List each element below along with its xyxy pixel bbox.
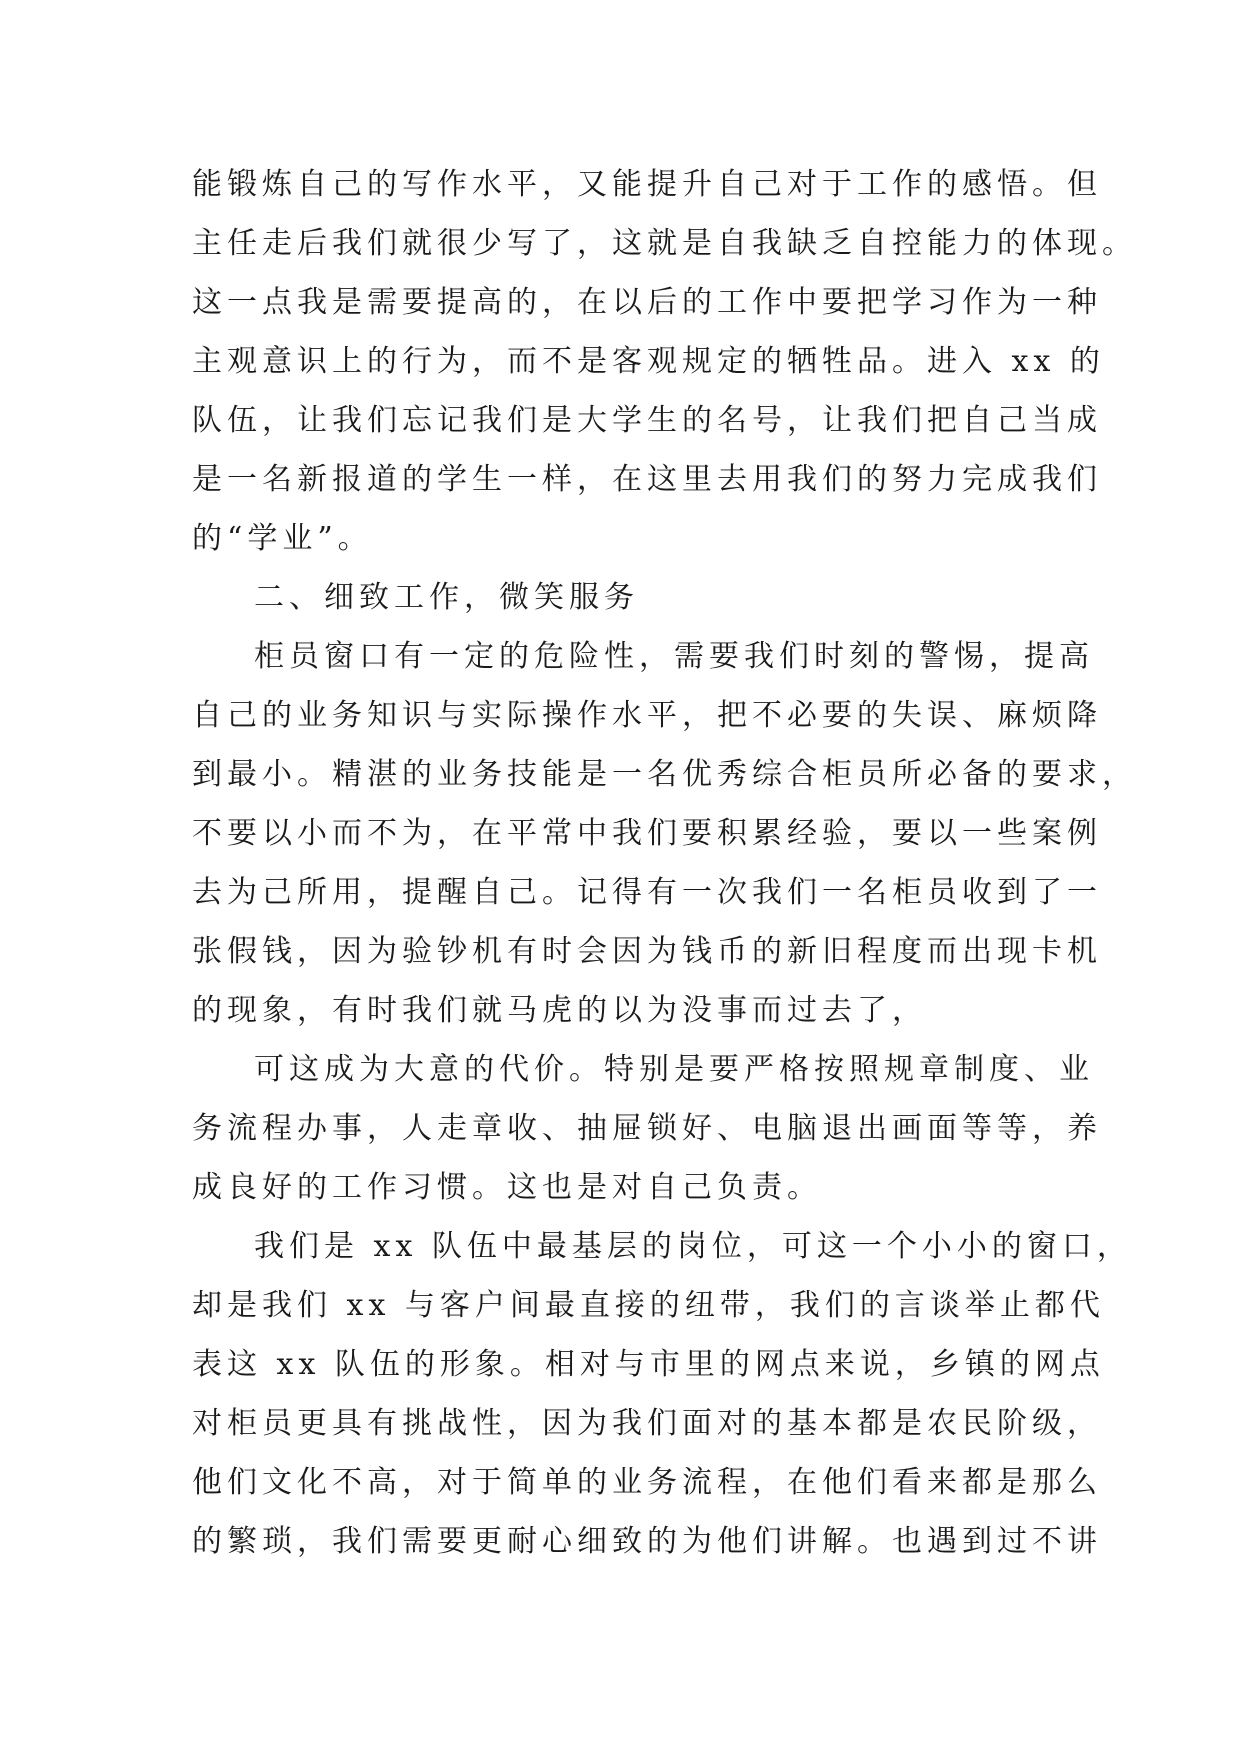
text-line: 成良好的工作习惯。这也是对自己负责。 [192,1170,822,1205]
text-line: 主任走后我们就很少写了，这就是自我缺乏自控能力的体现。 [192,226,1137,261]
text-line: 到最小。精湛的业务技能是一名优秀综合柜员所必备的要求， [192,757,1137,792]
text-line: 张假钱，因为验钞机有时会因为钱币的新旧程度而出现卡机 [192,934,1102,969]
text-line: 的“学业”。 [192,521,373,556]
text-line: 表这 xx 队伍的形象。相对与市里的网点来说，乡镇的网点 [192,1347,1105,1382]
text-line: 可这成为大意的代价。特别是要严格按照规章制度、业 [254,1052,1094,1087]
text-line: 是一名新报道的学生一样，在这里去用我们的努力完成我们 [192,462,1102,497]
text-line: 我们是 xx 队伍中最基层的岗位，可这一个小小的窗口， [254,1229,1132,1264]
text-line: 的繁琐，我们需要更耐心细致的为他们讲解。也遇到过不讲 [192,1524,1102,1559]
text-line: 的现象，有时我们就马虎的以为没事而过去了， [192,993,927,1028]
section-heading: 二、细致工作，微笑服务 [254,580,639,615]
text-line: 对柜员更具有挑战性，因为我们面对的基本都是农民阶级， [192,1406,1102,1441]
text-line: 这一点我是需要提高的，在以后的工作中要把学习作为一种 [192,285,1102,320]
text-line: 却是我们 xx 与客户间最直接的纽带，我们的言谈举止都代 [192,1288,1105,1323]
text-line: 主观意识上的行为，而不是客观规定的牺牲品。进入 xx 的 [192,344,1105,379]
text-line: 队伍，让我们忘记我们是大学生的名号，让我们把自己当成 [192,403,1102,438]
text-line: 柜员窗口有一定的危险性，需要我们时刻的警惕，提高 [254,639,1094,674]
text-line: 不要以小而不为，在平常中我们要积累经验，要以一些案例 [192,816,1102,851]
text-line: 去为己所用，提醒自己。记得有一次我们一名柜员收到了一 [192,875,1102,910]
text-line: 自己的业务知识与实际操作水平，把不必要的失误、麻烦降 [192,698,1102,733]
text-line: 务流程办事，人走章收、抽屉锁好、电脑退出画面等等，养 [192,1111,1102,1146]
text-line: 能锻炼自己的写作水平，又能提升自己对于工作的感悟。但 [192,167,1102,202]
text-line: 他们文化不高，对于简单的业务流程，在他们看来都是那么 [192,1465,1102,1500]
